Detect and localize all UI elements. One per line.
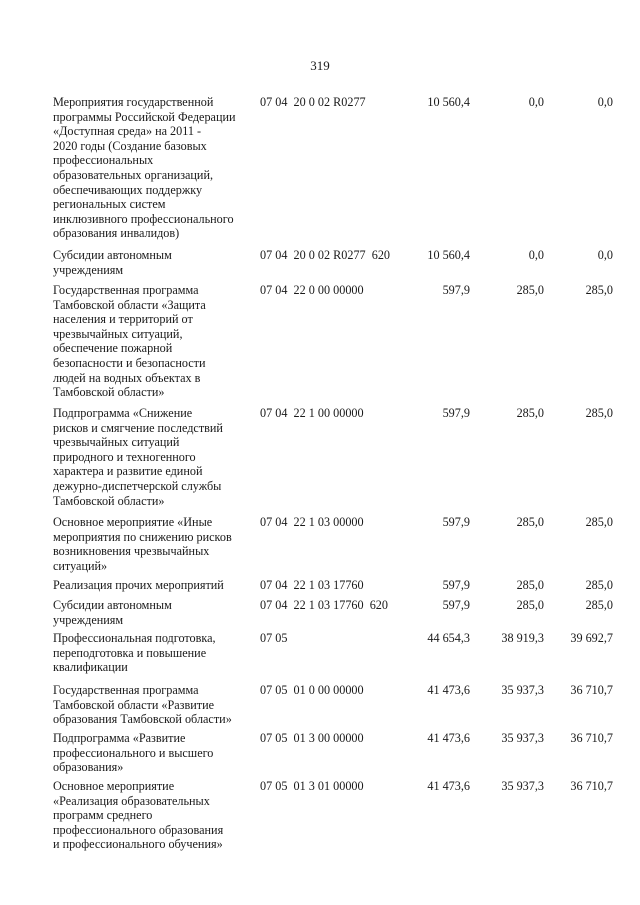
row-code: 07 04 20 0 02 R0277 — [260, 95, 366, 109]
row-name-line: возникновения чрезвычайных — [53, 544, 210, 559]
row-name — [53, 283, 258, 400]
row-name-line: чрезвычайных ситуаций, — [53, 326, 183, 341]
row-name — [53, 731, 258, 775]
row-value-v2: 285,0 — [516, 406, 544, 420]
row-value-v1: 10 560,4 — [427, 95, 470, 109]
row-name — [53, 598, 258, 627]
row-name-line: квалификации — [53, 660, 128, 675]
row-value-v3: 285,0 — [585, 578, 613, 592]
row-name-line: людей на водных объектах в — [53, 370, 201, 385]
row-code: 07 04 22 1 00 00000 — [260, 406, 364, 420]
row-value-v2: 285,0 — [516, 578, 544, 592]
row-name-line: дежурно-диспетчерской службы — [53, 478, 222, 493]
row-code: 07 05 01 3 01 00000 — [260, 779, 364, 793]
row-name-line: Субсидии автономным — [53, 598, 172, 612]
row-name-line: 2020 годы (Создание базовых — [53, 138, 207, 153]
row-value-v1: 41 473,6 — [427, 731, 470, 745]
row-value-v1: 597,9 — [442, 578, 470, 592]
row-value-v3: 36 710,7 — [570, 683, 613, 697]
row-name-line: «Реализация образовательных — [53, 793, 210, 808]
row-name-line: Профессиональная подготовка, — [53, 631, 216, 645]
row-value-v3: 36 710,7 — [570, 779, 613, 793]
row-name-line: Субсидии автономным — [53, 248, 172, 262]
row-name-line: мероприятия по снижению рисков — [53, 529, 232, 544]
row-value-v2: 285,0 — [516, 598, 544, 612]
row-name-line: Тамбовской области «Защита — [53, 297, 206, 312]
row-name-line: учреждениям — [53, 612, 124, 627]
row-name-line: природного и техногенного — [53, 449, 196, 464]
row-value-v3: 285,0 — [585, 406, 613, 420]
row-value-v1: 597,9 — [442, 406, 470, 420]
row-code: 07 05 01 3 00 00000 — [260, 731, 364, 745]
row-name-line: переподготовка и повышение — [53, 645, 207, 660]
row-name-line: безопасности и безопасности — [53, 355, 206, 370]
row-code: 07 04 22 0 00 00000 — [260, 283, 364, 297]
row-name — [53, 95, 258, 241]
row-name-line: Тамбовской области» — [53, 493, 165, 508]
row-name — [53, 631, 258, 675]
row-name-line: чрезвычайных ситуаций — [53, 435, 180, 450]
row-value-v2: 0,0 — [528, 248, 544, 262]
row-name — [53, 779, 258, 852]
row-name-line: рисков и смягчение последствий — [53, 420, 223, 435]
row-name-line: Мероприятия государственной — [53, 95, 214, 109]
row-value-v2: 35 937,3 — [501, 731, 544, 745]
row-name-line: Тамбовской области» — [53, 385, 165, 400]
row-code: 07 04 20 0 02 R0277 620 — [260, 248, 391, 262]
row-value-v2: 285,0 — [516, 283, 544, 297]
row-name-line: образования» — [53, 760, 124, 775]
row-name-line: программ среднего — [53, 808, 153, 823]
row-name — [53, 248, 258, 277]
row-value-v1: 597,9 — [442, 515, 470, 529]
row-value-v1: 597,9 — [442, 283, 470, 297]
row-name-line: региональных систем — [53, 197, 166, 212]
row-value-v3: 0,0 — [597, 95, 613, 109]
row-name-line: характера и развитие единой — [53, 464, 203, 479]
row-value-v1: 41 473,6 — [427, 683, 470, 697]
row-name-line: программы Российской Федерации — [53, 109, 236, 124]
row-value-v2: 35 937,3 — [501, 779, 544, 793]
row-name-line: «Доступная среда» на 2011 - — [53, 124, 202, 139]
row-name — [53, 578, 258, 593]
row-name-line: Подпрограмма «Снижение — [53, 406, 193, 420]
row-value-v2: 38 919,3 — [501, 631, 544, 645]
row-value-v3: 285,0 — [585, 283, 613, 297]
row-value-v1: 597,9 — [442, 598, 470, 612]
row-code: 07 05 01 0 00 00000 — [260, 683, 364, 697]
row-code: 07 04 22 1 03 17760 — [260, 578, 364, 592]
row-name-line: образовательных организаций, — [53, 167, 214, 182]
row-value-v2: 0,0 — [528, 95, 544, 109]
row-name — [53, 406, 258, 508]
row-name-line: Подпрограмма «Развитие — [53, 731, 186, 745]
row-name-line: образования Тамбовской области» — [53, 712, 232, 727]
row-name-line: обеспечение пожарной — [53, 341, 173, 356]
row-value-v3: 285,0 — [585, 598, 613, 612]
row-name — [53, 683, 258, 727]
row-value-v3: 285,0 — [585, 515, 613, 529]
row-name-line: и профессионального обучения» — [53, 837, 223, 852]
row-name-line: профессиональных — [53, 153, 154, 168]
row-name-line: учреждениям — [53, 262, 124, 277]
row-name-line: Государственная программа — [53, 683, 199, 697]
row-name-line: обеспечивающих поддержку — [53, 182, 203, 197]
row-name-line: профессионального образования — [53, 822, 224, 837]
row-value-v1: 41 473,6 — [427, 779, 470, 793]
row-code: 07 04 22 1 03 00000 — [260, 515, 364, 529]
row-value-v3: 36 710,7 — [570, 731, 613, 745]
row-value-v1: 10 560,4 — [427, 248, 470, 262]
row-name-line: образования инвалидов) — [53, 226, 180, 241]
page-number: 319 — [310, 58, 330, 73]
row-name-line: инклюзивного профессионального — [53, 211, 234, 226]
row-name-line: профессионального и высшего — [53, 745, 214, 760]
row-name-line: Государственная программа — [53, 283, 199, 297]
row-value-v3: 39 692,7 — [570, 631, 613, 645]
row-name-line: Основное мероприятие — [53, 779, 175, 793]
row-name — [53, 515, 258, 573]
row-name-line: Основное мероприятие «Иные — [53, 515, 213, 529]
row-name-line: населения и территорий от — [53, 312, 193, 327]
row-value-v2: 35 937,3 — [501, 683, 544, 697]
row-name-line: ситуаций» — [53, 558, 108, 573]
row-name-line: Реализация прочих мероприятий — [53, 578, 224, 592]
row-value-v2: 285,0 — [516, 515, 544, 529]
row-code: 07 04 22 1 03 17760 620 — [260, 598, 388, 612]
row-value-v1: 44 654,3 — [427, 631, 470, 645]
row-code: 07 05 — [260, 631, 288, 645]
row-value-v3: 0,0 — [597, 248, 613, 262]
row-name-line: Тамбовской области «Развитие — [53, 697, 215, 712]
